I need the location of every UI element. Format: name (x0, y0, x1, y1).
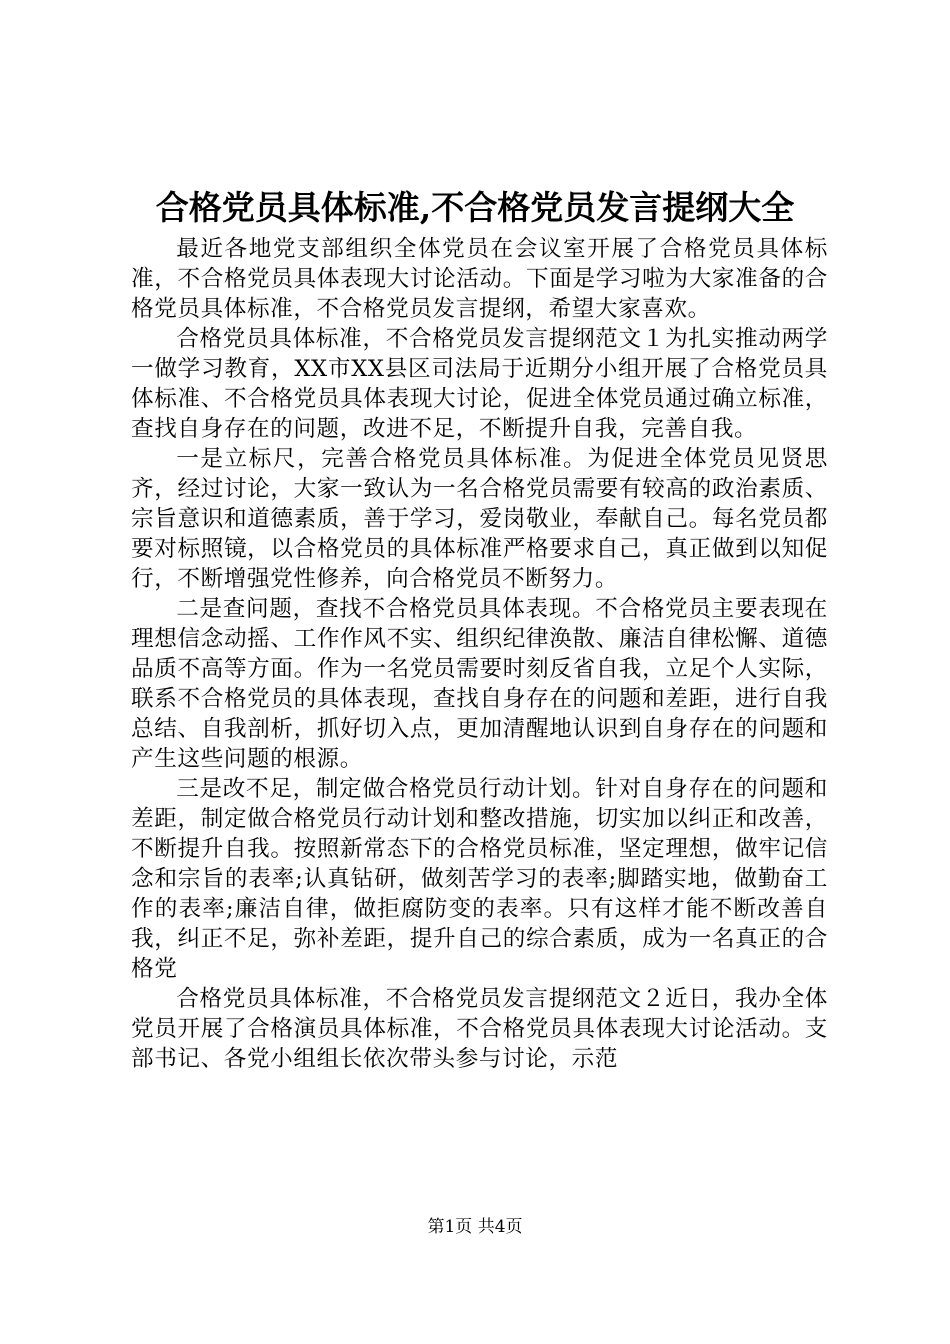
document-body (131, 234, 828, 1074)
paragraph-sample-2: 合格党员具体标准，不合格党员发言提纲范文２近日，我办全体党员开展了合格演员具体标准，不合格党员具体表现大讨论活动。支部书记、各党小组组长依次带头参与讨论，示范 (131, 986, 828, 1072)
paragraph-point-2: 二是查问题，查找不合格党员具体表现。不合格党员主要表现在理想信念动摇、工作作风不实、组织纪律涣散、廉洁自律松懈、道德品质不高等方面。作为一名党员需要时刻反省自我，立足个人实际，联系不合格党员的具体表现，查找自身存在的问题和差距，进行自我总结、自我剖析，抓好切入点，更加清醒地认识到自身存在的问题和产生这些问题的根源。 (131, 596, 828, 772)
paragraph-sample-1: 合格党员具体标准，不合格党员发言提纲范文１为扎实推动两学一做学习教育，XX市XX县区司法局于近期分小组开展了合格党员具体标准、不合格党员具体表现大讨论，促进全体党员通过确立标准，查找自身存在的问题，改进不足，不断提升自我，完善自我。 (131, 326, 828, 442)
paragraph-point-1: 一是立标尺，完善合格党员具体标准。为促进全体党员见贤思齐，经过讨论，大家一致认为一名合格党员需要有较高的政治素质、宗旨意识和道德素质，善于学习，爱岗敬业，奉献自己。每名党员都要对标照镜，以合格党员的具体标准严格要求自己，真正做到以知促行，不断增强党性修养，向合格党员不断努力。 (131, 446, 828, 592)
paragraph-point-3: 三是改不足，制定做合格党员行动计划。针对自身存在的问题和差距，制定做合格党员行动计划和整改措施，切实加以纠正和改善，不断提升自我。按照新常态下的合格党员标准，坚定理想，做牢记信念和宗旨的表率;认真钻研，做刻苦学习的表率;脚踏实地，做勤奋工作的表率;廉洁自律，做拒腐防变的表率。只有这样才能不断改善自我，纠正不足，弥补差距，提升自己的综合素质，成为一名真正的合格党 (131, 776, 828, 982)
page-footer: 第1页 共4页 (427, 1217, 523, 1237)
paragraph-intro: 最近各地党支部组织全体党员在会议室开展了合格党员具体标准，不合格党员具体表现大讨论活动。下面是学习啦为大家准备的合格党员具体标准，不合格党员发言提纲，希望大家喜欢。 (131, 236, 828, 322)
document-title: 合格党员具体标准,不合格党员发言提纲大全 (155, 188, 795, 227)
